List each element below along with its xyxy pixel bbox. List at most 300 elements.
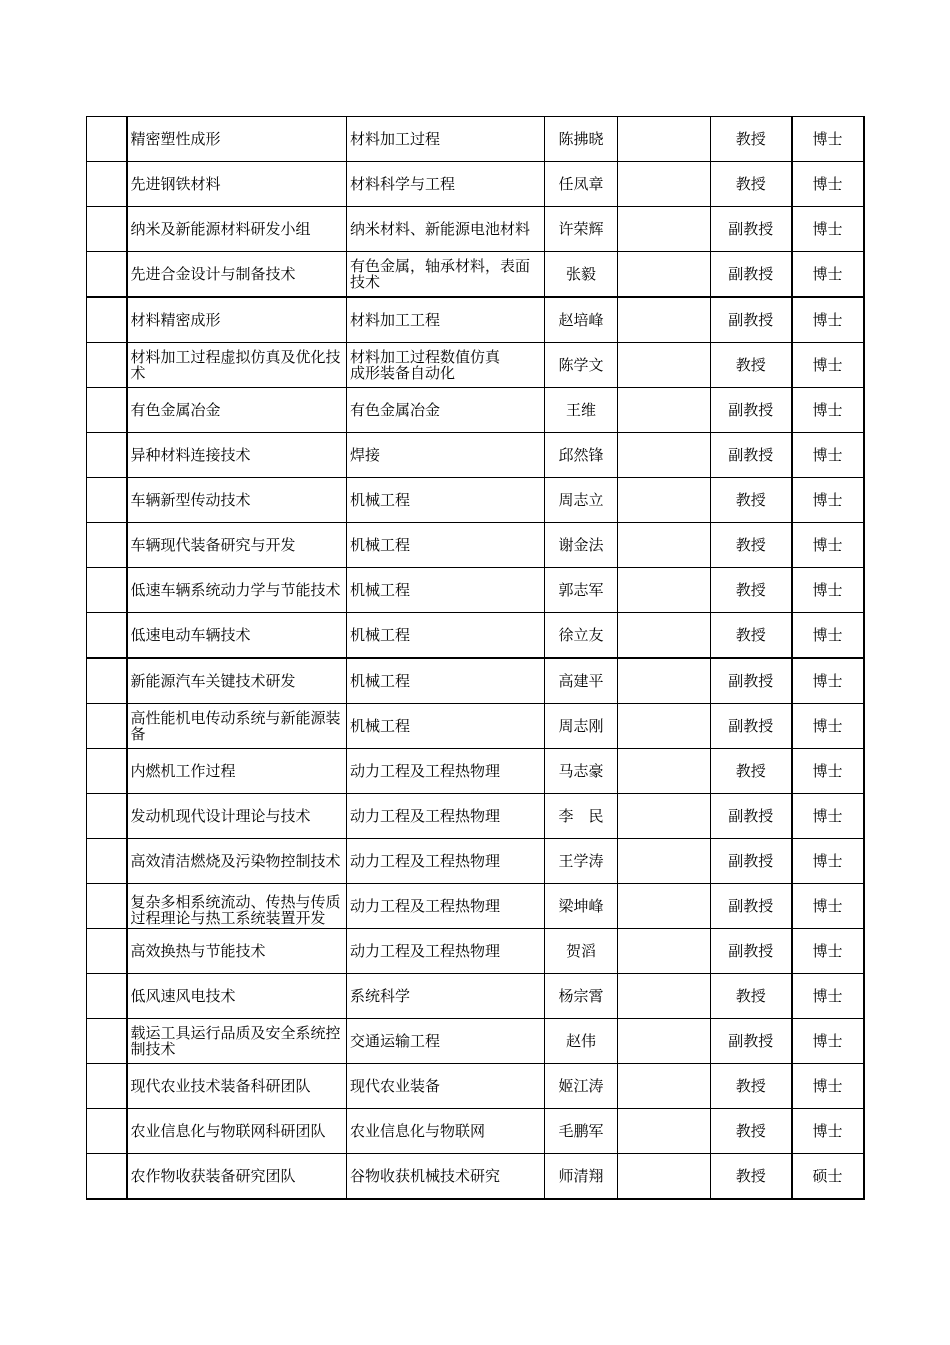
cell-academic-title: [711, 433, 792, 478]
table-row: [87, 794, 864, 839]
cell-leader-text: 赵培峰: [558, 311, 604, 329]
cell-leader-text: 赵伟: [565, 1032, 596, 1050]
cell-degree-text: 博士: [812, 717, 843, 735]
table-row: [87, 433, 864, 478]
cell-research-field: [347, 794, 545, 839]
table-row: [87, 974, 864, 1019]
cell-team-name: [127, 162, 347, 207]
cell-leader: [545, 1154, 618, 1200]
cell-research-field-text: 机械工程: [350, 536, 411, 554]
cell-index: [87, 523, 127, 568]
cell-index: [87, 297, 127, 343]
cell-leader: [545, 433, 618, 478]
cell-degree: [792, 388, 864, 433]
cell-degree-text: 博士: [812, 762, 843, 780]
cell-degree-text: 博士: [812, 130, 843, 148]
cell-index: [87, 162, 127, 207]
cell-team-name-text: 材料加工过程虚拟仿真及优化技术: [130, 348, 341, 382]
cell-research-field-text: 机械工程: [350, 672, 411, 690]
cell-degree-text: 博士: [812, 1032, 843, 1050]
cell-research-field: [347, 704, 545, 749]
cell-academic-title-text: 副教授: [728, 265, 774, 283]
cell-team-name: [127, 929, 347, 974]
cell-research-field-text: 材料科学与工程: [350, 175, 456, 193]
cell-blank: [618, 343, 711, 388]
table-row: [87, 613, 864, 659]
cell-academic-title: [711, 613, 792, 659]
cell-degree: [792, 929, 864, 974]
cell-team-name: [127, 749, 347, 794]
cell-research-field: [347, 252, 545, 298]
cell-degree: [792, 658, 864, 704]
cell-leader: [545, 207, 618, 252]
cell-team-name: [127, 117, 347, 162]
cell-leader: [545, 388, 618, 433]
cell-leader-text: 杨宗霄: [558, 987, 604, 1005]
cell-research-field-text: 材料加工过程: [350, 130, 441, 148]
cell-academic-title-text: 副教授: [728, 220, 774, 238]
cell-degree-text: 博士: [812, 672, 843, 690]
cell-blank: [618, 929, 711, 974]
cell-team-name-text: 高效换热与节能技术: [130, 942, 266, 960]
cell-academic-title: [711, 839, 792, 884]
cell-degree: [792, 343, 864, 388]
cell-academic-title-text: 副教授: [728, 311, 774, 329]
table-row: [87, 1019, 864, 1064]
cell-leader: [545, 929, 618, 974]
cell-blank: [618, 207, 711, 252]
cell-academic-title-text: 教授: [735, 987, 766, 1005]
cell-leader-text: 姬江涛: [558, 1077, 604, 1095]
cell-team-name: [127, 1154, 347, 1200]
cell-degree: [792, 207, 864, 252]
cell-team-name: [127, 1109, 347, 1154]
cell-team-name: [127, 658, 347, 704]
cell-team-name: [127, 613, 347, 659]
cell-team-name: [127, 1019, 347, 1064]
cell-academic-title: [711, 297, 792, 343]
cell-degree-text: 博士: [812, 807, 843, 825]
cell-academic-title-text: 教授: [735, 762, 766, 780]
cell-research-field: [347, 749, 545, 794]
cell-team-name-text: 先进钢铁材料: [130, 175, 221, 193]
cell-leader: [545, 343, 618, 388]
cell-team-name: [127, 207, 347, 252]
cell-academic-title: [711, 162, 792, 207]
cell-leader-text: 任凤章: [558, 175, 604, 193]
cell-team-name: [127, 388, 347, 433]
table-row: [87, 117, 864, 162]
table-row: [87, 478, 864, 523]
cell-team-name-text: 异种材料连接技术: [130, 446, 251, 464]
cell-index: [87, 388, 127, 433]
cell-index: [87, 839, 127, 884]
cell-leader-text: 陈拂晓: [558, 130, 604, 148]
cell-leader: [545, 252, 618, 298]
cell-degree-text: 博士: [812, 852, 843, 870]
cell-leader: [545, 749, 618, 794]
cell-blank: [618, 974, 711, 1019]
cell-team-name-text: 低风速风电技术: [130, 987, 236, 1005]
cell-blank: [618, 388, 711, 433]
cell-leader-text: 梁坤峰: [558, 897, 604, 915]
cell-academic-title: [711, 117, 792, 162]
cell-leader: [545, 794, 618, 839]
cell-degree: [792, 884, 864, 929]
cell-leader: [545, 117, 618, 162]
table-row: [87, 704, 864, 749]
cell-index: [87, 478, 127, 523]
cell-leader-text: 周志刚: [558, 717, 604, 735]
cell-degree-text: 博士: [812, 220, 843, 238]
cell-degree-text: 博士: [812, 1077, 843, 1095]
table-row: [87, 884, 864, 929]
cell-blank: [618, 568, 711, 613]
cell-leader-text: 王维: [565, 401, 596, 419]
cell-academic-title: [711, 252, 792, 298]
cell-degree-text: 博士: [812, 401, 843, 419]
cell-team-name-text: 农作物收获装备研究团队: [130, 1167, 296, 1185]
cell-research-field-text: 机械工程: [350, 626, 411, 644]
cell-degree-text: 博士: [812, 536, 843, 554]
cell-research-field: [347, 523, 545, 568]
cell-index: [87, 343, 127, 388]
cell-degree-text: 博士: [812, 356, 843, 374]
cell-degree-text: 博士: [812, 265, 843, 283]
cell-blank: [618, 1064, 711, 1109]
cell-leader: [545, 1109, 618, 1154]
cell-team-name-text: 材料精密成形: [130, 311, 221, 329]
cell-research-field: [347, 613, 545, 659]
cell-blank: [618, 1154, 711, 1200]
cell-degree: [792, 974, 864, 1019]
cell-research-field-text: 机械工程: [350, 717, 411, 735]
cell-blank: [618, 704, 711, 749]
cell-academic-title: [711, 388, 792, 433]
cell-leader-text: 张毅: [565, 265, 596, 283]
cell-academic-title-text: 副教授: [728, 1032, 774, 1050]
cell-degree-text: 博士: [812, 1122, 843, 1140]
cell-team-name-text: 有色金属冶金: [130, 401, 221, 419]
cell-academic-title: [711, 568, 792, 613]
cell-degree-text: 博士: [812, 942, 843, 960]
cell-academic-title-text: 副教授: [728, 672, 774, 690]
cell-leader: [545, 658, 618, 704]
cell-index: [87, 749, 127, 794]
cell-blank: [618, 1019, 711, 1064]
cell-research-field: [347, 658, 545, 704]
cell-team-name: [127, 433, 347, 478]
cell-academic-title: [711, 1109, 792, 1154]
cell-leader-text: 毛鹏军: [558, 1122, 604, 1140]
cell-team-name-text: 车辆新型传动技术: [130, 491, 251, 509]
cell-index: [87, 1154, 127, 1200]
cell-blank: [618, 839, 711, 884]
table-row: [87, 929, 864, 974]
cell-degree-text: 硕士: [812, 1167, 843, 1185]
cell-index: [87, 568, 127, 613]
cell-academic-title-text: 教授: [735, 356, 766, 374]
cell-team-name-text: 先进合金设计与制备技术: [130, 265, 296, 283]
cell-research-field: [347, 478, 545, 523]
cell-degree-text: 博士: [812, 581, 843, 599]
cell-team-name-text: 低速电动车辆技术: [130, 626, 251, 644]
cell-research-field: [347, 1154, 545, 1200]
cell-degree: [792, 297, 864, 343]
cell-degree: [792, 794, 864, 839]
cell-leader: [545, 974, 618, 1019]
cell-academic-title: [711, 523, 792, 568]
cell-academic-title-text: 副教授: [728, 897, 774, 915]
cell-research-field: [347, 207, 545, 252]
cell-academic-title-text: 副教授: [728, 717, 774, 735]
cell-degree: [792, 749, 864, 794]
cell-degree-text: 博士: [812, 311, 843, 329]
cell-research-field-text: 动力工程及工程热物理: [350, 942, 501, 960]
cell-research-field: [347, 388, 545, 433]
cell-leader: [545, 297, 618, 343]
cell-research-field-text: 机械工程: [350, 581, 411, 599]
cell-research-field: [347, 568, 545, 613]
cell-index: [87, 1109, 127, 1154]
table-row: [87, 749, 864, 794]
cell-research-field: [347, 433, 545, 478]
cell-academic-title-text: 教授: [735, 175, 766, 193]
cell-leader: [545, 478, 618, 523]
cell-research-field: [347, 884, 545, 929]
cell-research-field-text: 有色金属，轴承材料，表面技术: [350, 257, 531, 291]
cell-team-name-text: 复杂多相系统流动、传热与传质过程理论与热工系统装置开发: [130, 893, 341, 927]
cell-team-name-text: 农业信息化与物联网科研团队: [130, 1122, 326, 1140]
cell-degree: [792, 433, 864, 478]
cell-leader: [545, 1019, 618, 1064]
cell-academic-title-text: 教授: [735, 1167, 766, 1185]
cell-index: [87, 613, 127, 659]
cell-academic-title: [711, 1064, 792, 1109]
cell-research-field-text: 系统科学: [350, 987, 411, 1005]
cell-research-field-text: 现代农业装备: [350, 1077, 441, 1095]
cell-team-name-text: 内燃机工作过程: [130, 762, 236, 780]
cell-index: [87, 794, 127, 839]
cell-academic-title-text: 教授: [735, 536, 766, 554]
cell-leader-text: 李 民: [558, 807, 604, 825]
cell-leader-text: 王学涛: [558, 852, 604, 870]
cell-team-name-text: 车辆现代装备研究与开发: [130, 536, 296, 554]
cell-research-field-text: 焊接: [350, 446, 381, 464]
cell-blank: [618, 749, 711, 794]
cell-blank: [618, 117, 711, 162]
cell-research-field: [347, 1109, 545, 1154]
cell-academic-title: [711, 207, 792, 252]
cell-index: [87, 252, 127, 298]
cell-research-field-text: 动力工程及工程热物理: [350, 852, 501, 870]
table-row: [87, 162, 864, 207]
cell-academic-title: [711, 794, 792, 839]
cell-academic-title-text: 教授: [735, 1077, 766, 1095]
cell-degree-text: 博士: [812, 987, 843, 1005]
cell-research-field-text: 农业信息化与物联网: [350, 1122, 486, 1140]
cell-degree: [792, 568, 864, 613]
cell-degree: [792, 839, 864, 884]
cell-blank: [618, 252, 711, 298]
cell-academic-title-text: 副教授: [728, 852, 774, 870]
cell-research-field: [347, 162, 545, 207]
cell-team-name-text: 高效清洁燃烧及污染物控制技术: [130, 852, 341, 870]
cell-leader-text: 师清翔: [558, 1167, 604, 1185]
cell-degree: [792, 162, 864, 207]
cell-blank: [618, 613, 711, 659]
cell-team-name: [127, 343, 347, 388]
cell-index: [87, 207, 127, 252]
cell-leader-text: 马志豪: [558, 762, 604, 780]
cell-leader-text: 谢金法: [558, 536, 604, 554]
cell-academic-title: [711, 929, 792, 974]
cell-degree: [792, 117, 864, 162]
cell-leader: [545, 704, 618, 749]
cell-research-field: [347, 1064, 545, 1109]
cell-research-field-text: 动力工程及工程热物理: [350, 897, 501, 915]
cell-academic-title: [711, 1154, 792, 1200]
cell-index: [87, 884, 127, 929]
cell-leader: [545, 162, 618, 207]
cell-research-field: [347, 297, 545, 343]
cell-research-field-text: 材料加工过程数值仿真 成形装备自动化: [350, 348, 501, 382]
cell-academic-title-text: 副教授: [728, 807, 774, 825]
table-row: [87, 1109, 864, 1154]
cell-team-name: [127, 704, 347, 749]
cell-blank: [618, 884, 711, 929]
table-row: [87, 839, 864, 884]
table-body: [87, 117, 864, 1200]
cell-degree: [792, 478, 864, 523]
cell-degree: [792, 704, 864, 749]
cell-research-field-text: 有色金属冶金: [350, 401, 441, 419]
cell-team-name-text: 低速车辆系统动力学与节能技术: [130, 581, 341, 599]
cell-academic-title: [711, 1019, 792, 1064]
cell-academic-title-text: 教授: [735, 1122, 766, 1140]
cell-leader-text: 郭志军: [558, 581, 604, 599]
cell-team-name: [127, 839, 347, 884]
cell-academic-title-text: 教授: [735, 581, 766, 599]
cell-academic-title-text: 教授: [735, 130, 766, 148]
cell-academic-title-text: 副教授: [728, 401, 774, 419]
cell-academic-title: [711, 704, 792, 749]
cell-research-field-text: 机械工程: [350, 491, 411, 509]
cell-academic-title-text: 副教授: [728, 942, 774, 960]
cell-research-field-text: 纳米材料、新能源电池材料: [350, 220, 531, 238]
cell-research-field-text: 动力工程及工程热物理: [350, 762, 501, 780]
cell-blank: [618, 162, 711, 207]
table-row: [87, 343, 864, 388]
cell-leader-text: 贺滔: [565, 942, 596, 960]
cell-blank: [618, 478, 711, 523]
cell-team-name-text: 高性能机电传动系统与新能源装备: [130, 709, 341, 743]
cell-degree: [792, 1064, 864, 1109]
cell-leader-text: 邱然锋: [558, 446, 604, 464]
cell-academic-title-text: 教授: [735, 491, 766, 509]
cell-leader-text: 许荣辉: [558, 220, 604, 238]
cell-research-field: [347, 117, 545, 162]
cell-research-field: [347, 343, 545, 388]
cell-index: [87, 117, 127, 162]
cell-team-name-text: 纳米及新能源材料研发小组: [130, 220, 311, 238]
cell-degree-text: 博士: [812, 626, 843, 644]
cell-team-name: [127, 568, 347, 613]
cell-degree: [792, 1154, 864, 1200]
cell-degree-text: 博士: [812, 175, 843, 193]
faculty-team-table: [86, 116, 865, 1200]
cell-research-field: [347, 974, 545, 1019]
cell-degree: [792, 1019, 864, 1064]
cell-leader: [545, 568, 618, 613]
cell-academic-title: [711, 884, 792, 929]
cell-team-name: [127, 974, 347, 1019]
cell-index: [87, 658, 127, 704]
cell-blank: [618, 433, 711, 478]
table-row: [87, 658, 864, 704]
cell-index: [87, 1064, 127, 1109]
cell-degree: [792, 1109, 864, 1154]
cell-blank: [618, 523, 711, 568]
table-row: [87, 207, 864, 252]
table-row: [87, 388, 864, 433]
cell-team-name: [127, 884, 347, 929]
cell-index: [87, 433, 127, 478]
cell-team-name: [127, 523, 347, 568]
cell-leader-text: 徐立友: [558, 626, 604, 644]
cell-team-name: [127, 1064, 347, 1109]
table-row: [87, 523, 864, 568]
cell-research-field-text: 材料加工工程: [350, 311, 441, 329]
cell-team-name-text: 现代农业技术装备科研团队: [130, 1077, 311, 1095]
cell-academic-title: [711, 343, 792, 388]
cell-leader: [545, 523, 618, 568]
cell-research-field: [347, 1019, 545, 1064]
cell-research-field: [347, 929, 545, 974]
cell-leader: [545, 839, 618, 884]
cell-degree: [792, 613, 864, 659]
cell-team-name: [127, 297, 347, 343]
cell-degree-text: 博士: [812, 491, 843, 509]
cell-team-name-text: 精密塑性成形: [130, 130, 221, 148]
cell-blank: [618, 794, 711, 839]
cell-team-name: [127, 794, 347, 839]
table-row: [87, 252, 864, 298]
cell-research-field-text: 谷物收获机械技术研究: [350, 1167, 501, 1185]
cell-academic-title: [711, 478, 792, 523]
cell-leader: [545, 1064, 618, 1109]
cell-blank: [618, 297, 711, 343]
table-row: [87, 1064, 864, 1109]
cell-research-field-text: 交通运输工程: [350, 1032, 441, 1050]
table-row: [87, 1154, 864, 1200]
cell-academic-title: [711, 749, 792, 794]
cell-leader-text: 高建平: [558, 672, 604, 690]
cell-degree-text: 博士: [812, 446, 843, 464]
cell-index: [87, 929, 127, 974]
cell-degree: [792, 523, 864, 568]
cell-research-field: [347, 839, 545, 884]
cell-index: [87, 1019, 127, 1064]
cell-academic-title: [711, 974, 792, 1019]
cell-degree-text: 博士: [812, 897, 843, 915]
cell-leader-text: 周志立: [558, 491, 604, 509]
cell-team-name: [127, 478, 347, 523]
cell-research-field-text: 动力工程及工程热物理: [350, 807, 501, 825]
cell-index: [87, 704, 127, 749]
cell-degree: [792, 252, 864, 298]
cell-team-name-text: 新能源汽车关键技术研发: [130, 672, 296, 690]
